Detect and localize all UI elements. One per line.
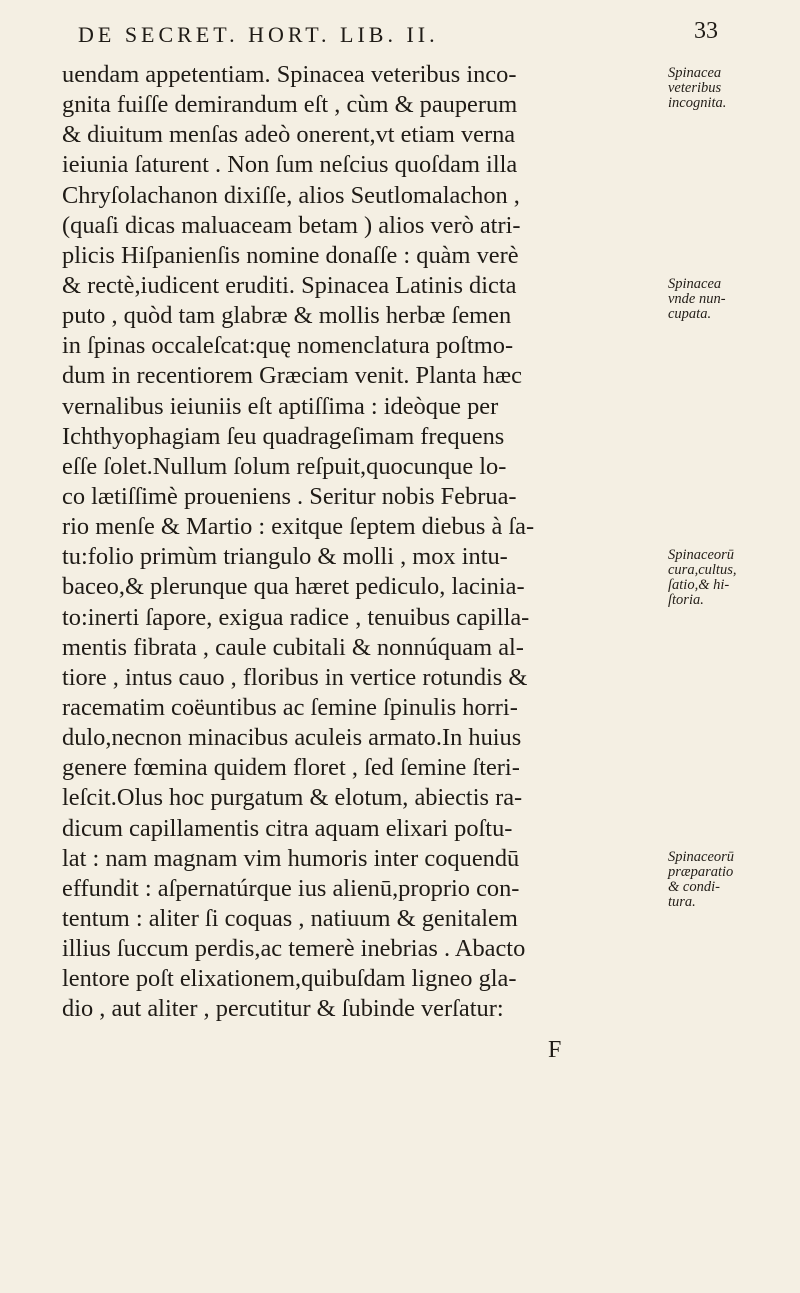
text-line: effundit : aſpernatúrque ius alienū,proprio con-: [62, 874, 520, 902]
marginal-note: [668, 548, 796, 608]
text-line: co lætiſſimè proueniens . Seritur nobis Februa-: [62, 482, 517, 510]
text-line: genere fœmina quidem floret , ſed ſemine ſteri-: [62, 754, 520, 782]
text-line: eſſe ſolet.Nullum ſolum reſpuit,quocunque lo-: [62, 452, 507, 480]
text-line: dulo,necnon minacibus aculeis armato.In huius: [62, 724, 522, 752]
signature-mark: F: [548, 1037, 562, 1063]
text-line: dicum capillamentis citra aquam elixari poſtu-: [62, 814, 513, 842]
marginal-note-line: & condi-: [668, 879, 720, 895]
text-line: & diuitum menſas adeò onerent,vt etiam verna: [62, 121, 516, 149]
text-line: mentis fibrata , caule cubitali & nonnúquam al-: [62, 633, 524, 661]
text-line: plicis Hiſpanienſis nomine donaſſe : quàm verè: [62, 241, 519, 269]
marginal-note: [668, 850, 796, 910]
marginal-note: [668, 277, 796, 322]
marginal-note-line: veteribus: [668, 80, 722, 96]
text-line: dio , aut aliter , percutitur & ſubinde verſatur:: [62, 995, 504, 1023]
text-line: tu:folio primùm triangulo & molli , mox intu-: [62, 543, 508, 571]
text-line: leſcit.Olus hoc purgatum & elotum, abiectis ra-: [62, 784, 523, 812]
text-line: baceo,& plerunque qua hæret pediculo, lacinia-: [62, 573, 525, 601]
text-line: to:inerti ſapore, exigua radice , tenuibus capilla-: [62, 603, 530, 631]
text-line: tentum : aliter ſi coquas , natiuum & genitalem: [62, 904, 518, 932]
marginal-note-line: cura,cultus,: [668, 562, 737, 578]
text-line: gnita fuiſſe demirandum eſt , cùm & pauperum: [62, 91, 518, 119]
text-line: uendam appetentiam. Spinacea veteribus inco-: [62, 61, 517, 88]
page-number: 33: [694, 18, 718, 44]
text-line: racematim coëuntibus ac ſemine ſpinulis horri-: [62, 693, 518, 721]
text-line: lentore poſt elixationem,quibuſdam ligneo gla-: [62, 965, 517, 993]
text-line: ieiunia ſaturent . Non ſum neſcius quoſdam illa: [62, 151, 518, 179]
text-line: Ichthyophagiam ſeu quadrageſimam frequens: [62, 422, 505, 450]
running-title: DE SECRET. HORT. LIB. II.: [78, 22, 439, 47]
text-line: illius ſuccum perdis,ac temerè inebrias . Abacto: [62, 935, 526, 963]
text-line: (quaſi dicas maluaceam betam ) alios verò atri-: [62, 211, 521, 239]
marginal-note-line: cupata.: [668, 306, 712, 322]
marginal-note-line: Spinacea: [668, 276, 722, 292]
marginal-note-line: Spinaceorū: [668, 849, 735, 865]
text-line: in ſpinas occaleſcat:quę nomenclatura poſtmo-: [62, 332, 514, 360]
marginal-note-line: præparatio: [668, 864, 734, 880]
marginal-note-line: tura.: [668, 894, 696, 910]
marginal-note-line: Spinacea: [668, 65, 722, 81]
marginal-note: [668, 66, 796, 111]
marginal-note-line: incognita.: [668, 95, 727, 111]
text-line: tiore , intus cauo , floribus in vertice rotundis &: [62, 663, 528, 691]
text-line: rio menſe & Martio : exitque ſeptem diebus à ſa-: [62, 513, 535, 541]
text-line: dum in recentiorem Græciam venit. Planta hæc: [62, 362, 522, 390]
text-line: puto , quòd tam glabræ & mollis herbæ ſemen: [62, 302, 512, 330]
marginal-note-line: ſatio,& hi-: [668, 577, 730, 593]
text-line: vernalibus ieiuniis eſt aptiſſima : ideòque per: [62, 392, 499, 420]
text-line: & rectè,iudicent eruditi. Spinacea Latinis dicta: [62, 271, 517, 299]
marginal-note-line: Spinaceorū: [668, 547, 735, 563]
text-line: Chryſolachanon dixiſſe, alios Seutlomalachon ,: [62, 181, 520, 209]
marginal-note-line: vnde nun-: [668, 291, 726, 307]
marginal-note-line: ſtoria.: [668, 592, 704, 608]
main-text: [62, 60, 662, 1025]
running-header: [78, 18, 718, 58]
text-line: lat : nam magnam vim humoris inter coquendū: [62, 844, 520, 872]
